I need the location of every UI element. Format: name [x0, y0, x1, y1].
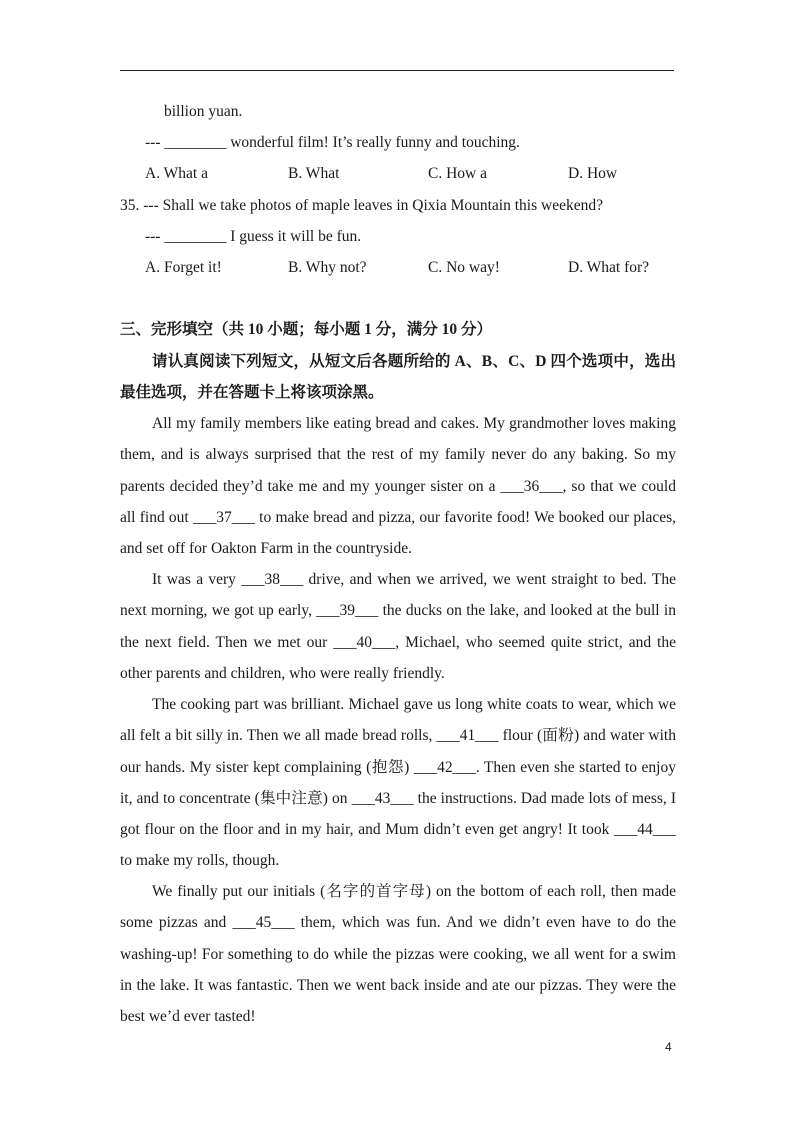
section-title: 三、完形填空（共 10 小题；每小题 1 分，满分 10 分） [120, 321, 493, 338]
page-number: 4 [665, 1040, 672, 1054]
q35-option-c: C. No way! [428, 259, 500, 276]
passage-paragraph-4: We finally put our initials (名字的首字母) on the bottom of each roll, then made some pizzas and ___45___ them, which was fun. And we didn’t even have to do the washing-up! For something to do while the pizzas were cooking, we all went for a swim in the lake. It was fantastic. Then we went back inside and ate our pizzas. They were the best we’d ever tasted! [120, 883, 676, 1026]
section-instructions: 请认真阅读下列短文，从短文后各题所给的 A、B、C、D 四个选项中，选出最佳选项，并在答题卡上将该项涂黑。 [120, 353, 676, 402]
q35-option-a: A. Forget it! [145, 259, 222, 276]
passage-paragraph-3: The cooking part was brilliant. Michael gave us long white coats to wear, which we all felt a bit silly in. Then we all made bread rolls, ___41___ flour (面粉) and water with our hands. My sister kept complaining (抱怨) ___42___. Then even she started to enjoy it, and to concentrate (集中注意) on ___43___ the instructions. Dad made lots of mess, I got flour on the floor and in my hair, and Mum didn’t even get angry! It took ___44___ to make my rolls, though. [120, 696, 676, 870]
q35-option-d: D. What for? [568, 259, 650, 276]
passage-paragraph-1: All my family members like eating bread and cakes. My grandmother loves making them, and is always surprised that the rest of my family never do any baking. So my parents decided they’d take me and my younger sister on a ___36___, so that we could all find out ___37___ to make bread and pizza, our favorite food! We booked our places, and set off for Oakton Farm in the countryside. [120, 415, 676, 558]
q34-option-b: B. What [288, 165, 340, 182]
q34-option-a: A. What a [145, 165, 208, 182]
q34-option-c: C. How a [428, 165, 487, 182]
q35-reply: --- ________ I guess it will be fun. [145, 228, 362, 245]
q34-reply: --- ________ wonderful film! It’s really funny and touching. [145, 134, 520, 151]
header-rule [120, 70, 674, 71]
q33-continuation: billion yuan. [164, 103, 243, 120]
q34-option-d: D. How [568, 165, 618, 182]
q35-option-b: B. Why not? [288, 259, 367, 276]
q35-question: 35. --- Shall we take photos of maple leaves in Qixia Mountain this weekend? [120, 197, 603, 214]
passage-paragraph-2: It was a very ___38___ drive, and when we arrived, we went straight to bed. The next morning, we got up early, ___39___ the ducks on the lake, and looked at the bull in the next field. Then we met our ___40___, Michael, who seemed quite strict, and the other parents and children, who were really friendly. [120, 571, 676, 682]
